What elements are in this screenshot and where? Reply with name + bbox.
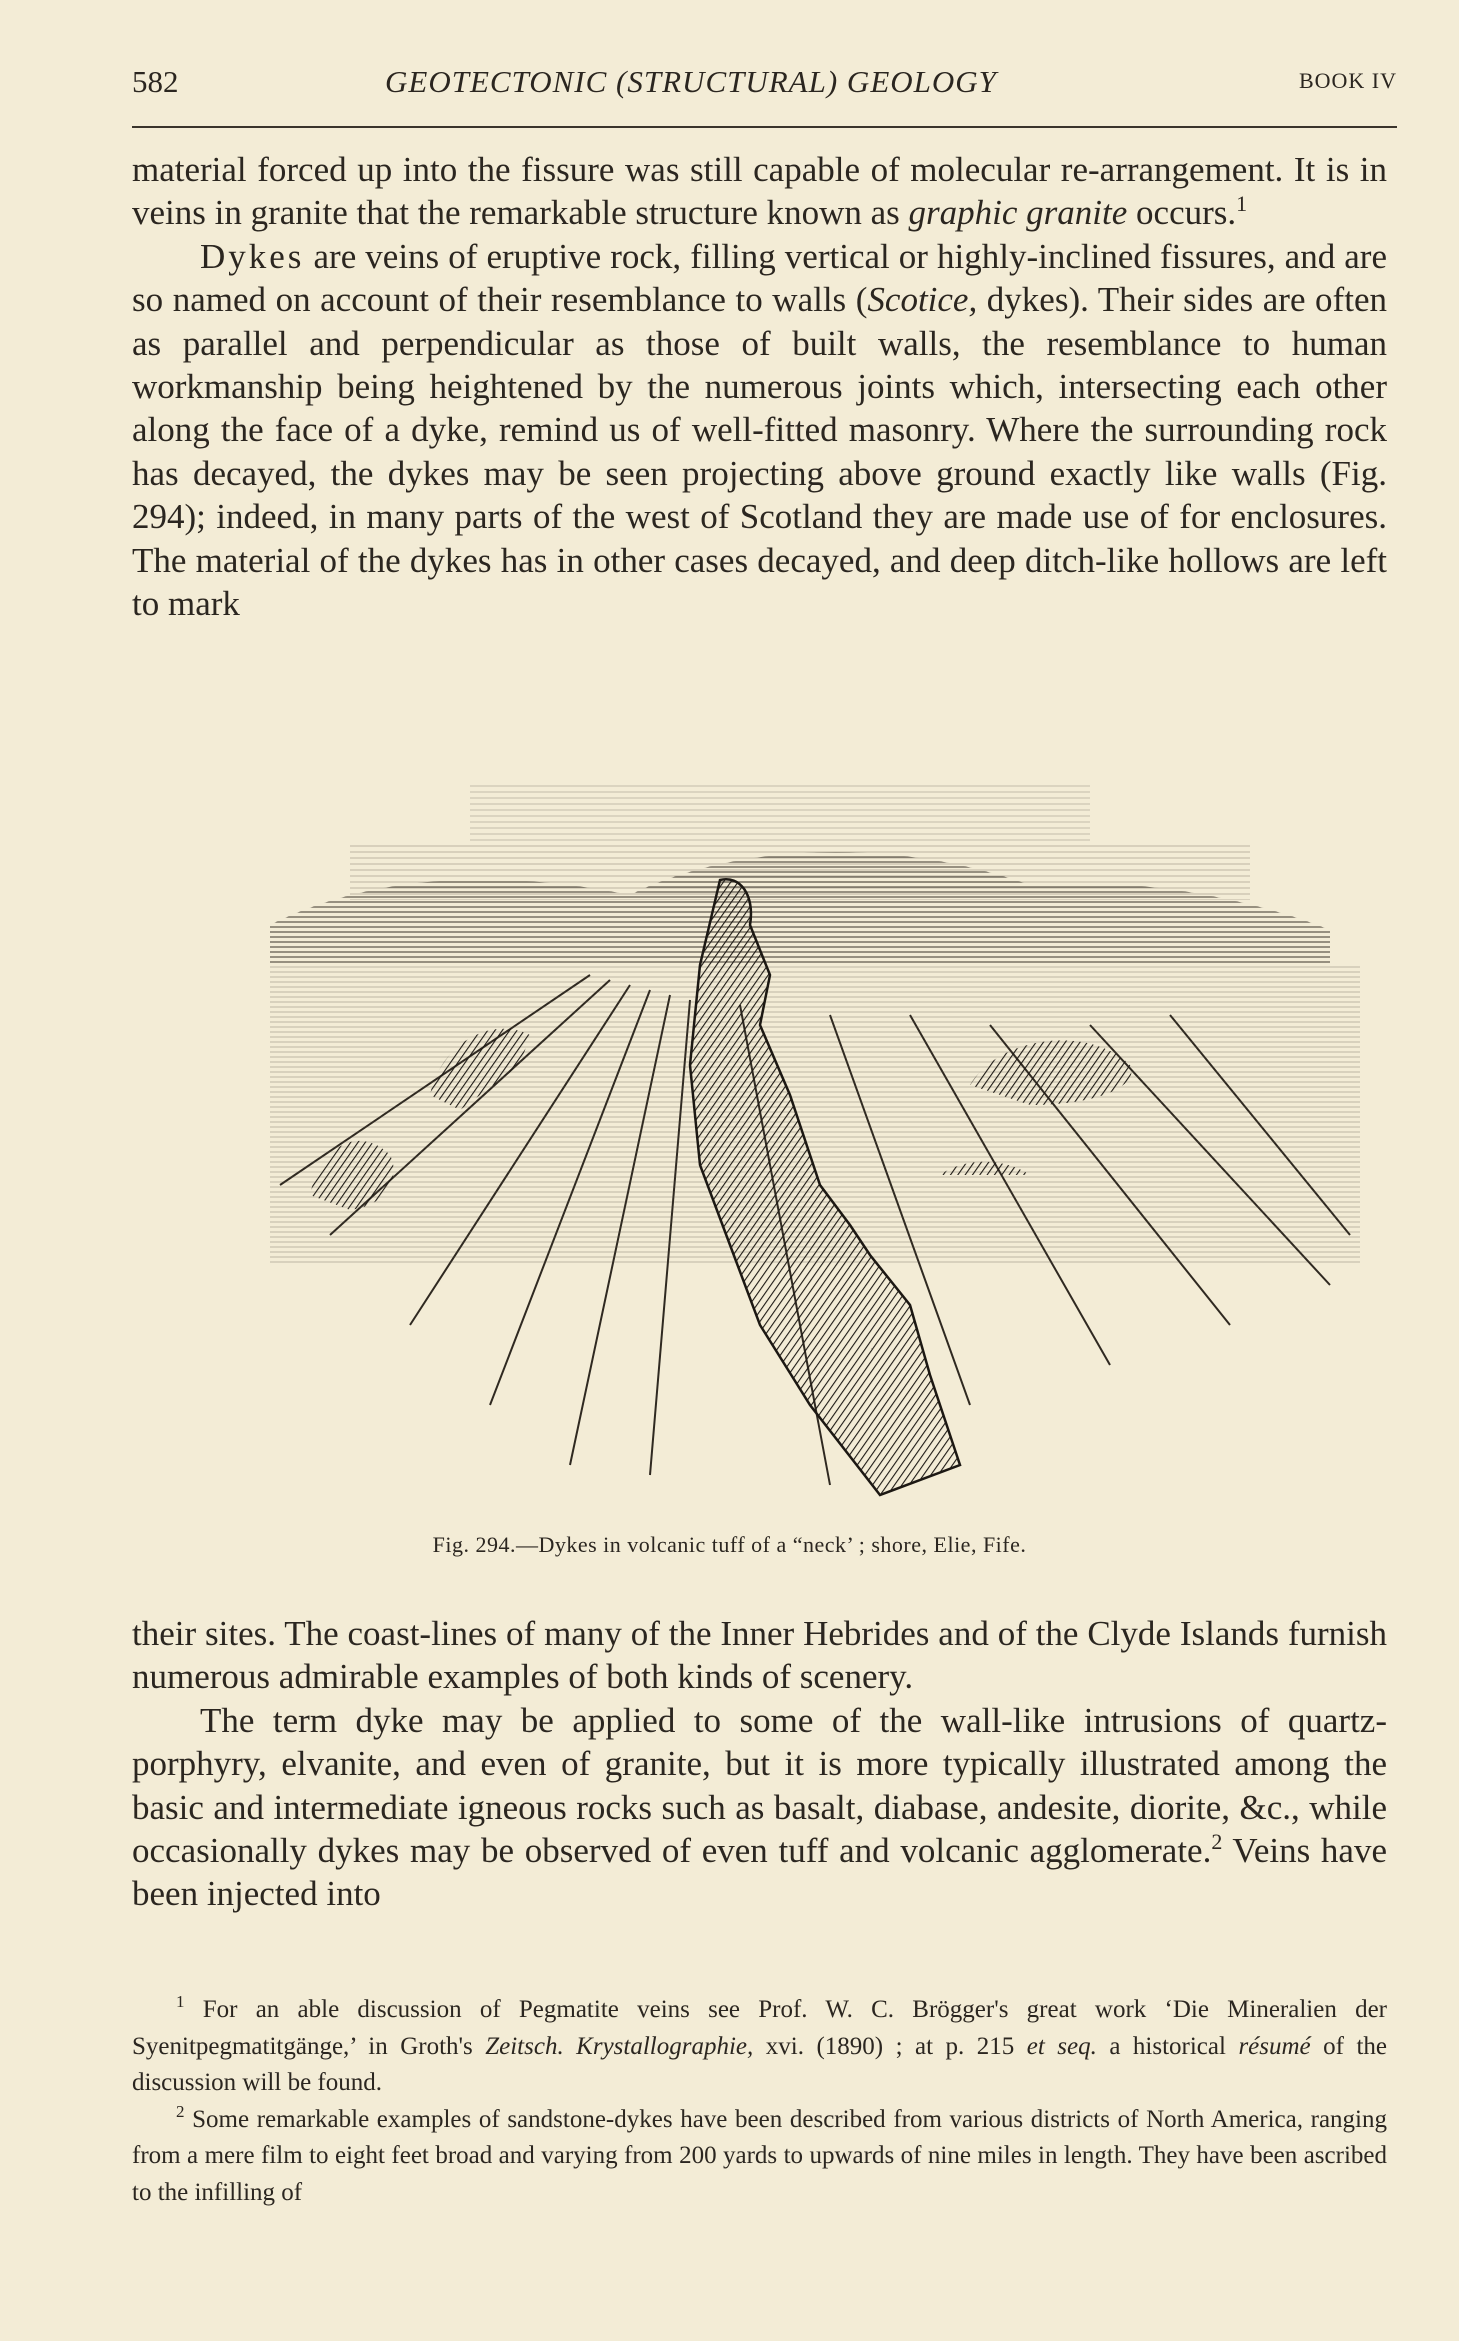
paragraph-dykes — [132, 235, 1387, 626]
text-run: The term dyke may be applied to some of the wall-like intrusions of quartz-porphyry, elvanite, and even of granite, but it is more typically illustrated among the basic and intermediate igneous rocks such as basalt, diabase, andesite, diorite, &c., while occasionally dykes may be observed of even tuff and volcanic agglomerate. — [132, 1700, 1387, 1871]
text-run: xvi. (1890) ; at p. 215 — [753, 2032, 1027, 2060]
running-title: GEOTECTONIC (STRUCTURAL) GEOLOGY — [385, 64, 997, 99]
text-run: occurs. — [1127, 193, 1237, 233]
text-run: of the discussion will be found. — [132, 2032, 1387, 2096]
footnote-ref-1[interactable]: 1 — [1236, 191, 1248, 217]
italic-term: Scotice, — [867, 280, 978, 320]
italic-term: et seq. — [1026, 2032, 1097, 2060]
footnote-mark: 2 — [176, 2101, 185, 2121]
text-run: are veins of eruptive rock, filling vertical or highly-inclined fissures, and are so named on account of their resemblance to walls ( — [132, 236, 1387, 320]
italic-term: graphic granite — [908, 193, 1128, 233]
footnotes — [132, 1992, 1387, 2211]
text-run: a historical — [1096, 2032, 1239, 2060]
paragraph-graphic-granite — [132, 148, 1387, 235]
engraving-dykes-shore-illustration — [270, 765, 1360, 1505]
body-text-bottom — [132, 1612, 1387, 1916]
text-run: dykes). Their sides are often as parallel and perpendicular as those of built walls, the resemblance to human workmanship being heightened by the numerous joints which, intersecting each other along the face of a dyke, remind us of well-fitted masonry. Where the surrounding rock has decayed, the dykes may be seen projecting above ground exactly like walls (Fig. 294); indeed, in many parts of the west of Scotland they are made use of for enclosures. The material of the dykes has in other cases decayed, and deep ditch-like hollows are left to mark — [132, 280, 1387, 624]
paragraph-coast-lines: their sites. The coast-lines of many of the Inner Hebrides and of the Clyde Islands furnish numerous admirable examples of both kinds of scenery. — [132, 1614, 1387, 1697]
paragraph-term-dyke — [132, 1699, 1387, 1916]
body-text-top — [132, 148, 1387, 625]
footnote-2 — [132, 2102, 1387, 2212]
italic-term: Zeitsch. Krystallographie, — [485, 2032, 754, 2060]
defined-term: Dykes — [200, 236, 305, 276]
text-run: Veins have been injected into — [132, 1831, 1387, 1914]
footnote-mark: 1 — [176, 1992, 185, 2011]
footnote-1 — [132, 1992, 1387, 2102]
footnote-ref-2[interactable]: 2 — [1211, 1829, 1223, 1855]
book-label: BOOK IV — [1298, 68, 1397, 93]
page-number: 582 — [132, 64, 179, 99]
header-rule — [132, 126, 1397, 128]
text-run: For an able discussion of Pegmatite veins see Prof. W. C. Brögger's great work ‘Die Mineralien der Syenitpegmatitgänge,’ in Groth's — [132, 1996, 1387, 2060]
figure-caption: Fig. 294.—Dykes in volcanic tuff of a “neck’ ; shore, Elie, Fife. — [432, 1532, 1027, 1557]
running-header — [132, 64, 1397, 108]
text-run: material forced up into the fissure was still capable of molecular re-arrangement. It is in veins in granite that the remarkable structure known as — [132, 150, 1387, 233]
italic-term: résumé — [1238, 2032, 1311, 2060]
text-run: Some remarkable examples of sandstone-dykes have been described from various districts of North America, ranging from a mere film to eight feet broad and varying from 200 yards to upwards of nine miles in length. They have been ascribed to the infilling of — [132, 2105, 1387, 2206]
